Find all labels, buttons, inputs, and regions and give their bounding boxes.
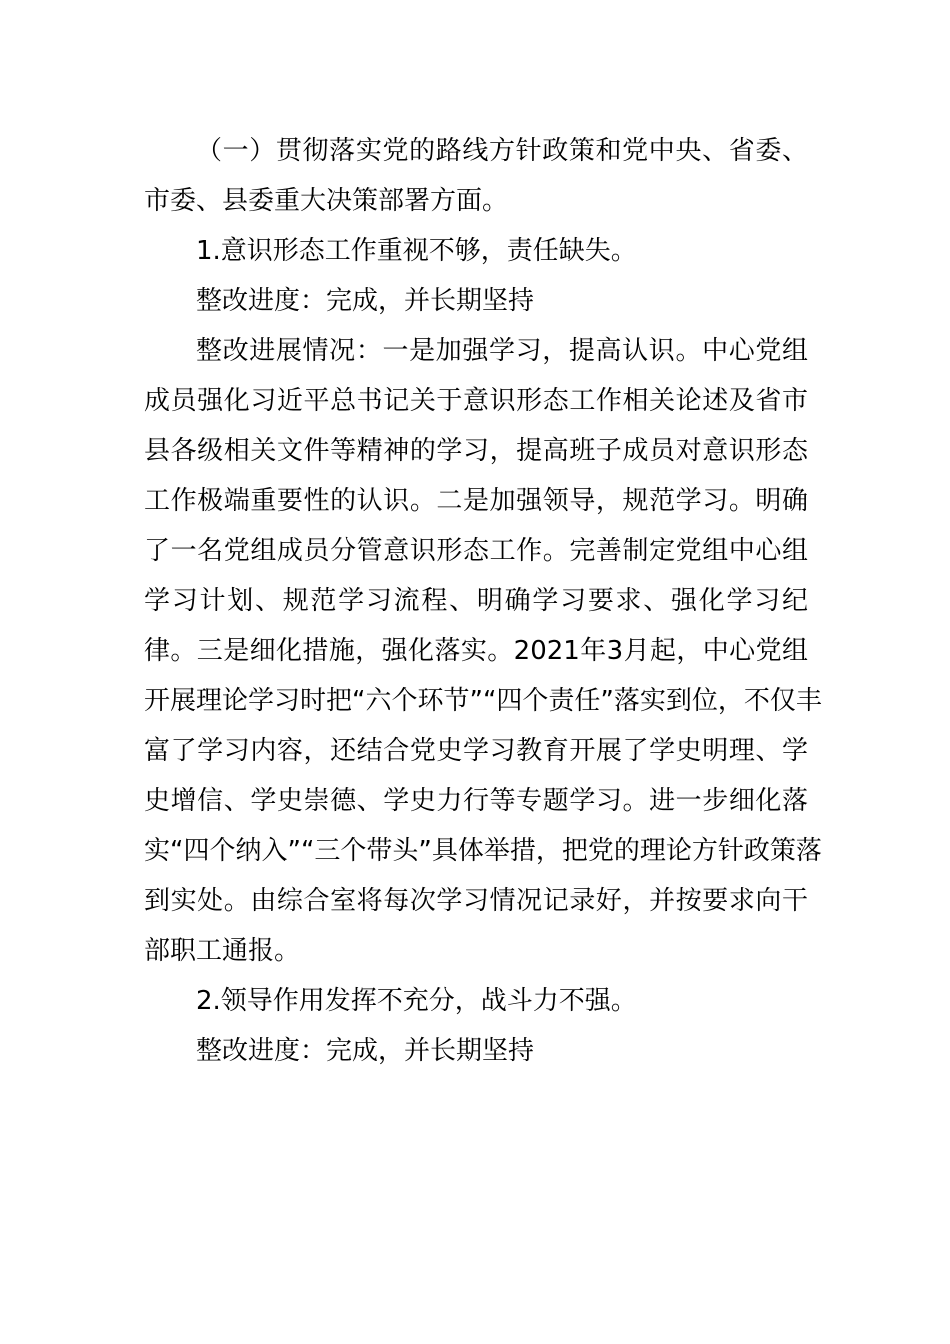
section-heading-line-2: 市委、县委重大决策部署方面。 bbox=[144, 186, 509, 216]
item-2-title: 2.领导作用发挥不充分，战斗力不强。 bbox=[196, 986, 637, 1016]
item-1-detail-line-7: 律。三是细化措施，强化落实。2021年3月起，中心党组 bbox=[144, 636, 808, 666]
section-heading-line-1: （一）贯彻落实党的路线方针政策和党中央、省委、 bbox=[196, 136, 808, 166]
item-1-detail-line-2: 成员强化习近平总书记关于意识形态工作相关论述及省市 bbox=[144, 386, 808, 416]
item-1-detail-line-10: 史增信、学史崇德、学史力行等专题学习。进一步细化落 bbox=[144, 786, 808, 816]
item-1-detail-line-4: 工作极端重要性的认识。二是加强领导，规范学习。明确 bbox=[144, 486, 808, 516]
item-1-detail-line-12: 到实处。由综合室将每次学习情况记录好，并按要求向干 bbox=[144, 886, 808, 916]
document-body bbox=[144, 126, 822, 1076]
item-1-progress: 整改进度：完成，并长期坚持 bbox=[196, 286, 535, 316]
item-1-detail-line-6: 学习计划、规范学习流程、明确学习要求、强化学习纪 bbox=[144, 586, 808, 616]
item-1-detail-line-13: 部职工通报。 bbox=[144, 936, 301, 966]
item-1-detail-line-11: 实“四个纳入”“三个带头”具体举措，把党的理论方针政策落 bbox=[144, 836, 822, 866]
item-1-detail-line-1: 整改进展情况：一是加强学习，提高认识。中心党组 bbox=[196, 336, 808, 366]
item-1-title: 1.意识形态工作重视不够，责任缺失。 bbox=[196, 236, 637, 266]
item-1-detail-line-5: 了一名党组成员分管意识形态工作。完善制定党组中心组 bbox=[144, 536, 808, 566]
item-1-detail-line-9: 富了学习内容，还结合党史学习教育开展了学史明理、学 bbox=[144, 736, 808, 766]
item-2-progress: 整改进度：完成，并长期坚持 bbox=[196, 1036, 535, 1066]
item-1-detail-line-8: 开展理论学习时把“六个环节”“四个责任”落实到位，不仅丰 bbox=[144, 686, 822, 716]
item-1-detail-line-3: 县各级相关文件等精神的学习，提高班子成员对意识形态 bbox=[144, 436, 808, 466]
